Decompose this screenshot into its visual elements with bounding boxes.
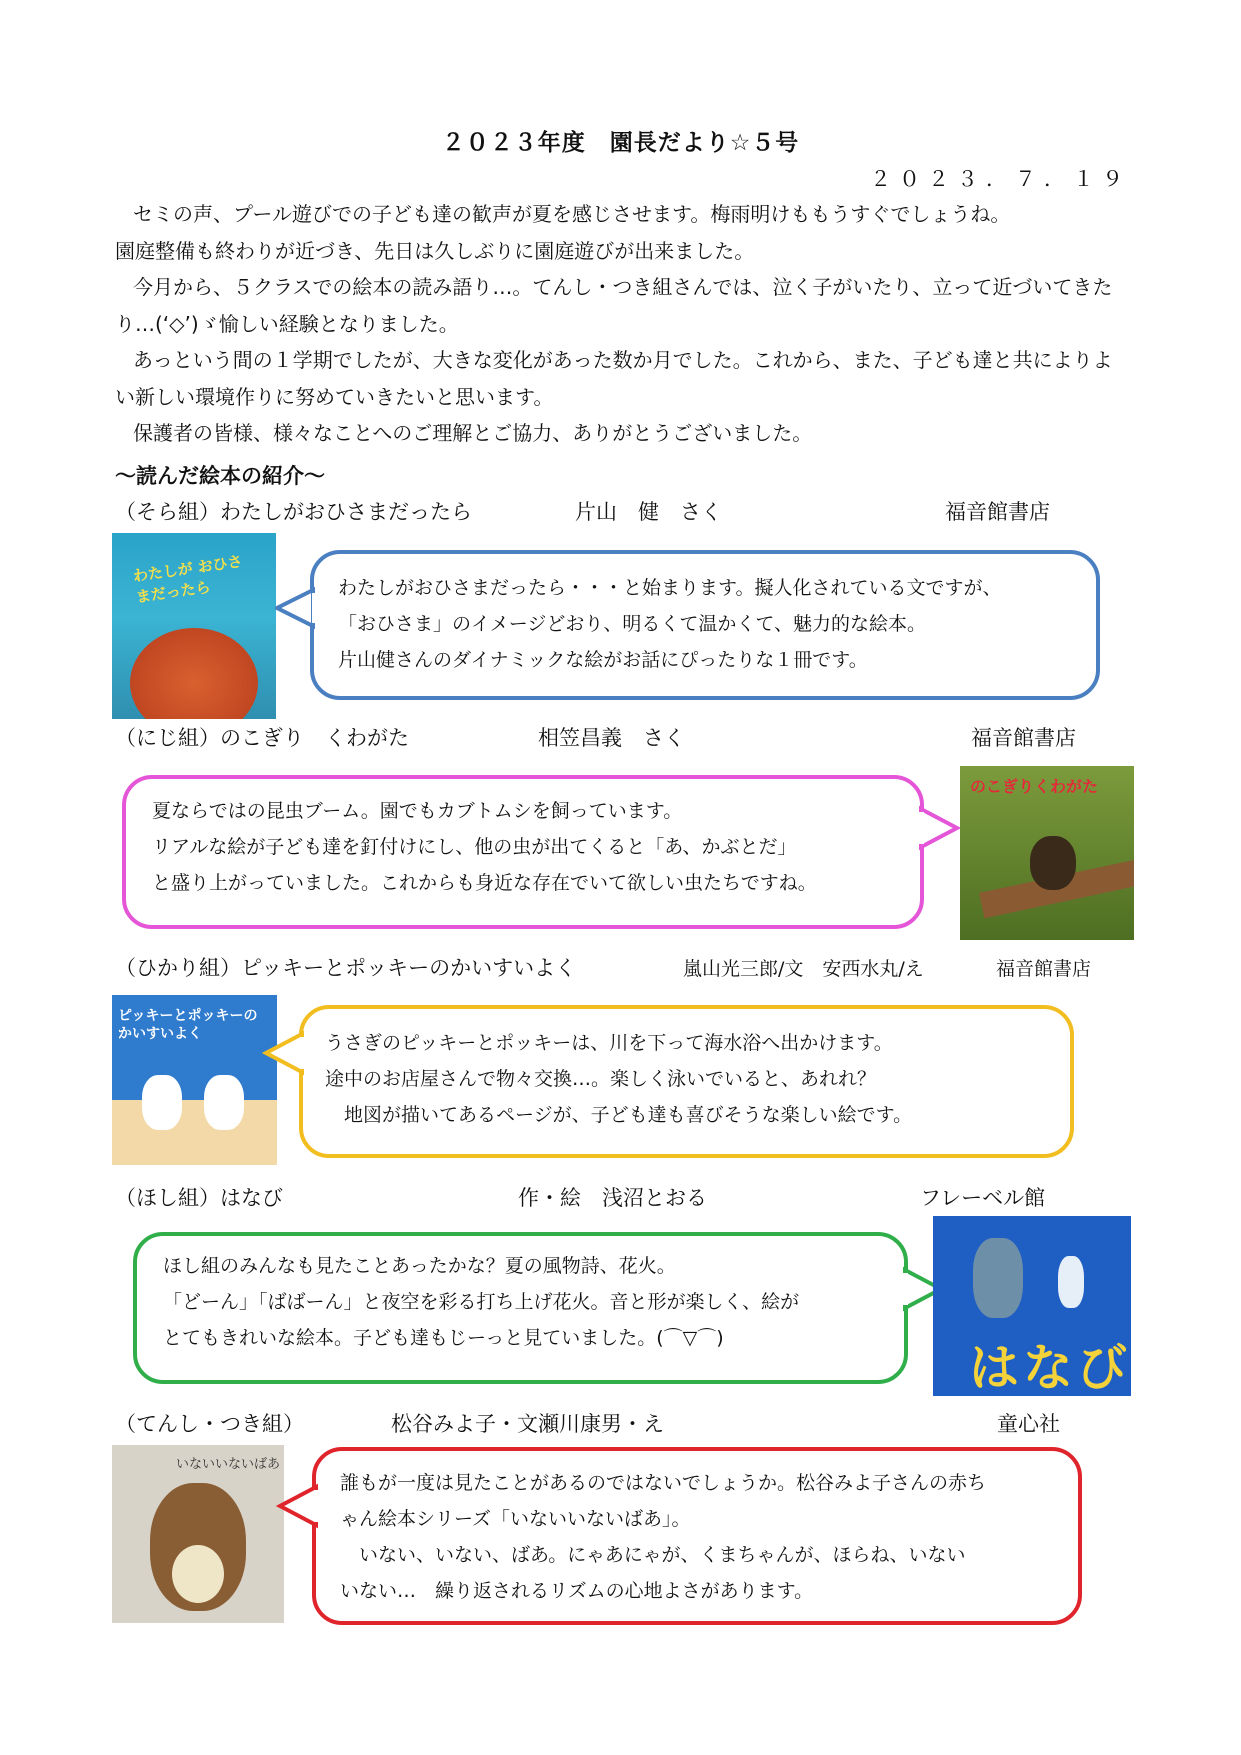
book-heading-tenshi [115,1408,1140,1440]
bubble-text: うさぎのピッキーとポッキーは、川を下って海水浴へ出かけます。 途中のお店屋さんで物々交換…。楽しく泳いでいると、あれれ？ 地図が描いてあるページが、子ども達も喜びそうな楽しい絵です。 [325,1032,913,1126]
cover-title: のこぎりくわがた [970,777,1099,796]
book-title: （てんし・つき組） [115,1412,304,1436]
speech-bubble-tenshi [312,1447,1082,1625]
cover-title: わたしが おひさまだったら [131,552,244,607]
cover-title: ピッキーとポッキーの かいすいよく [118,1008,258,1042]
book-cover-ohisama [112,533,276,719]
book-author: 嵐山光三郎/文 安西水丸/え [683,958,924,980]
intro-paragraph: 園庭整備も終わりが近づき、先日は久しぶりに園庭遊びが出来ました。 [115,238,755,263]
book-cover-hanabi [933,1216,1131,1396]
rabbit-left [142,1075,182,1130]
speech-bubble-niji [122,775,924,929]
book-publisher: フレーベル館 [920,1186,1046,1210]
intro-paragraph: 保護者の皆様、様々なことへのご理解とご協力、ありがとうございました。 [133,421,813,445]
bubble-tail [917,805,961,851]
page-title: ２０２３年度 園長だより☆５号 [441,130,800,156]
bubble-text: 夏ならではの昆虫ブーム。園でもカブトムシを飼っています。 リアルな絵が子ども達を釘付けにし、他の虫が出てくると「あ、かぶとだ」 と盛り上がっていました。これからも身近な存在でいて欲しい虫たちですね。 [152,800,817,894]
bear [973,1238,1023,1318]
book-publisher: 福音館書店 [971,726,1076,750]
beach [112,1100,277,1165]
stag-beetle [1030,836,1076,890]
book-heading-sora [115,496,1140,528]
bubble-text: 誰もが一度は見たことがあるのではないでしょうか。松谷みよ子さんの赤ち ゃん絵本シリーズ「いないいないばあ」。 いない、いない、ばあ。にゃあにゃが、くまちゃんが、ほらね、いない いない… 繰り返されるリズムの心地よさがあります。 [340,1472,987,1602]
book-cover-nokogiri [960,766,1134,940]
book-cover-inaiinaibaa [112,1445,284,1623]
bubble-text: わたしがおひさまだったら・・・と始まります。擬人化されている文ですが、 「おひさま」のイメージどおり、明るくて温かくて、魅力的な絵本。 片山健さんのダイナミックな絵がお話にぴったりな１冊です。 [338,577,1002,671]
cover-title: はなび [969,1339,1131,1396]
bubble-tail [262,1030,306,1076]
intro-paragraph: 今月から、５クラスでの絵本の読み語り…。てんし・つき組さんでは、泣く子がいたり、立って近づいてきたり…(‘◇’)ゞ愉しい経験となりました。 [115,275,1113,336]
cover-title: いないいないばあ [176,1457,281,1472]
issue-date: ２０２３．７．１９ [870,167,1131,191]
book-title: （ほし組）はなび [115,1186,283,1210]
rabbit [1058,1256,1084,1308]
book-title: （ひかり組）ピッキーとポッキーのかいすいよく [115,956,577,980]
book-author: 相笠昌義 さく [538,726,685,750]
book-author: 松谷みよ子・文瀬川康男・え [391,1412,664,1436]
book-author: 作・絵 浅沼とおる [518,1186,707,1210]
sun-face [130,628,258,719]
book-publisher: 福音館書店 [945,500,1050,524]
book-heading-hikari [115,952,1140,984]
book-author: 片山 健 さく [575,500,722,524]
intro-paragraph: あっという間の１学期でしたが、大きな変化があった数か月でした。これから、また、子ども達と共によりよい新しい環境作りに努めていきたいと思います。 [115,348,1113,409]
book-cover-pikki [112,995,277,1165]
book-publisher: 福音館書店 [996,958,1092,980]
book-title: （そら組）わたしがおひさまだったら [115,500,472,524]
bubble-tail [276,1483,320,1529]
speech-bubble-sora [310,550,1100,700]
book-heading-hoshi [115,1182,1140,1214]
bubble-text: ほし組のみんなも見たことあったかな？夏の風物詩、花火。 「どーん」「ばばーん」と夜空を彩る打ち上げ花火。音と形が楽しく、絵が とてもきれいな絵本。子ども達もじーっと見ていました。(⌒▽⌒) [163,1255,800,1349]
speech-bubble-hoshi [133,1232,908,1384]
speech-bubble-hikari [299,1005,1074,1158]
intro-text [115,196,1130,452]
rabbit-right [204,1075,244,1130]
book-title: （にじ組）のこぎり くわがた [115,726,409,750]
intro-paragraph: セミの声、プール遊びでの子ども達の歓声が夏を感じさせます。梅雨明けももうすぐでしょうね。 [133,202,1011,226]
bubble-tail [275,586,317,630]
bear-belly [172,1545,224,1603]
book-publisher: 童心社 [997,1412,1060,1436]
book-heading-niji [115,722,1140,754]
section-heading: ～読んだ絵本の紹介～ [115,464,325,488]
